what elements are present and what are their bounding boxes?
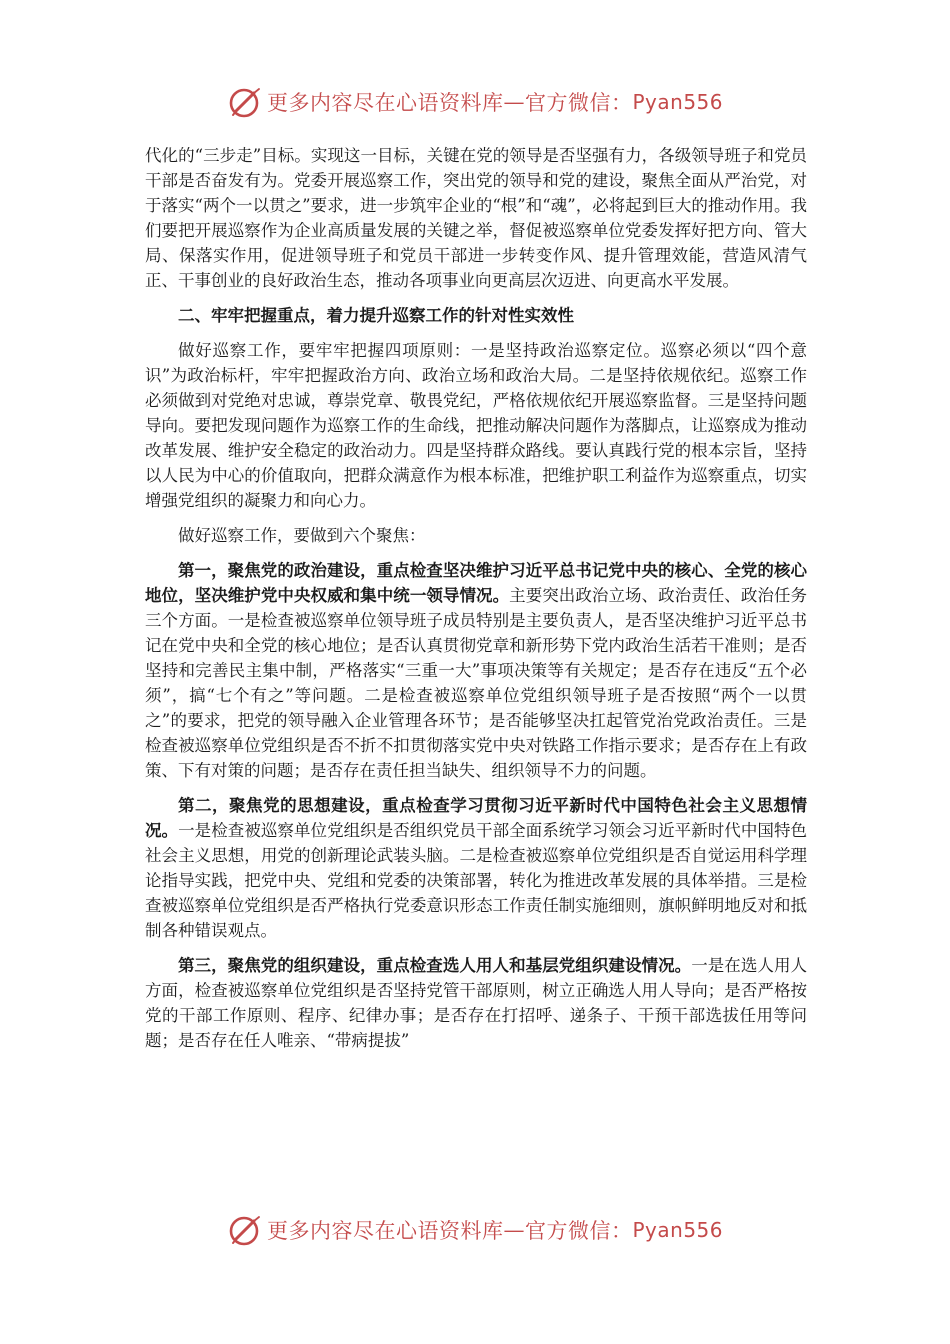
paragraph-2: 做好巡察工作，要牢牢把握四项原则：一是坚持政治巡察定位。巡察必须以“四个意识”为政治标杆，牢牢把握政治方向、政治立场和政治大局。二是坚持依规依纪。巡察工作必须做到对党绝对忠诚，尊崇党章、敬畏党纪，严格依规依纪开展巡察监督。三是坚持问题导向。要把发现问题作为巡察工作的生命线，把推动解决问题作为落脚点，让巡察成为推动改革发展、维护安全稳定的政治动力。四是坚持群众路线。要认真践行党的根本宗旨，坚持以人民为中心的价值取向，把群众满意作为根本标准，把维护职工利益作为巡察重点，切实增强党组织的凝聚力和向心力。 [145, 341, 807, 510]
section-heading-2: 二、牢牢把握重点，着力提升巡察工作的针对性实效性 [178, 306, 574, 325]
banner-wechat-label: 官方微信： [524, 1219, 633, 1243]
paragraph-5 [145, 793, 807, 943]
banner-dash: — [503, 90, 525, 114]
banner-wechat-id: Pyan556 [632, 1218, 723, 1242]
banner-title: 更多内容尽在心语资料库 [266, 1219, 504, 1243]
paragraph-6-lead: 第三，聚焦党的组织建设，重点检查选人用人和基层党组织建设情况。 [178, 956, 692, 975]
banner-wechat-id: Pyan556 [632, 90, 723, 114]
paragraph-3: 做好巡察工作，要做到六个聚焦： [178, 526, 426, 545]
banner-title: 更多内容尽在心语资料库 [266, 91, 504, 115]
paragraph-5-text: 一是检查被巡察单位党组织是否组织党员干部全面系统学习领会习近平新时代中国特色社会主义思想，用党的创新理论武装头脑。二是检查被巡察单位党组织是否自觉运用科学理论指导实践，把党中央、党组和党委的决策部署，转化为推进改革发展的具体举措。三是检查被巡察单位党组织是否严格执行党委意识形态工作责任制实施细则，旗帜鲜明地反对和抵制各种错误观点。 [145, 821, 808, 940]
pen-logo-icon [227, 1212, 263, 1248]
paragraph-4-lead: 第一，聚焦党的政治建设，重点检查坚决维护习近平总书记党中央的核心、全党的核心地位，坚决维护党中央权威和集中统一领导情况。 [145, 561, 807, 605]
pen-logo-icon [227, 84, 263, 120]
footer-watermark [0, 1210, 950, 1250]
paragraph-6 [145, 953, 807, 1053]
header-watermark [0, 82, 950, 122]
paragraph-4 [145, 558, 807, 783]
paragraph-1: 代化的“三步走”目标。实现这一目标，关键在党的领导是否坚强有力，各级领导班子和党员干部是否奋发有为。党委开展巡察工作，突出党的领导和党的建设，聚焦全面从严治党，对于落实“两个一以贯之”要求，进一步筑牢企业的“根”和“魂”，必将起到巨大的推动作用。我们要把开展巡察作为企业高质量发展的关键之举，督促被巡察单位党委发挥好把方向、管大局、保落实作用，促进领导班子和党员干部进一步转变作风、提升管理效能，营造风清气正、干事创业的良好政治生态，推动各项事业向更高层次迈进、向更高水平发展。 [145, 146, 807, 290]
banner-dash: — [503, 1218, 525, 1242]
banner-wechat-label: 官方微信： [524, 91, 633, 115]
paragraph-6-text: 一是在选人用人方面，检查被巡察单位党组织是否坚持党管干部原则，树立正确选人用人导向；是否严格按党的干部工作原则、程序、纪律办事；是否存在打招呼、递条子、干预干部选拔任用等问题；是否存在任人唯亲、“带病提拔” [145, 956, 808, 1050]
paragraph-4-text: 主要突出政治立场、政治责任、政治任务三个方面。一是检查被巡察单位领导班子成员特别是主要负责人，是否坚决维护习近平总书记在党中央和全党的核心地位；是否认真贯彻党章和新形势下党内政治生活若干准则；是否坚持和完善民主集中制，严格落实“三重一大”事项决策等有关规定；是否存在违反“五个必须”，搞“七个有之”等问题。二是检查被巡察单位党组织领导班子是否按照“两个一以贯之”的要求，把党的领导融入企业管理各环节；是否能够坚决扛起管党治党政治责任。三是检查被巡察单位党组织是否不折不扣贯彻落实党中央对铁路工作指示要求；是否存在上有政策、下有对策的问题；是否存在责任担当缺失、组织领导不力的问题。 [145, 586, 808, 780]
paragraph-5-lead: 第二，聚焦党的思想建设，重点检查学习贯彻习近平新时代中国特色社会主义思想情况。 [145, 796, 807, 840]
document-body [145, 143, 807, 1053]
